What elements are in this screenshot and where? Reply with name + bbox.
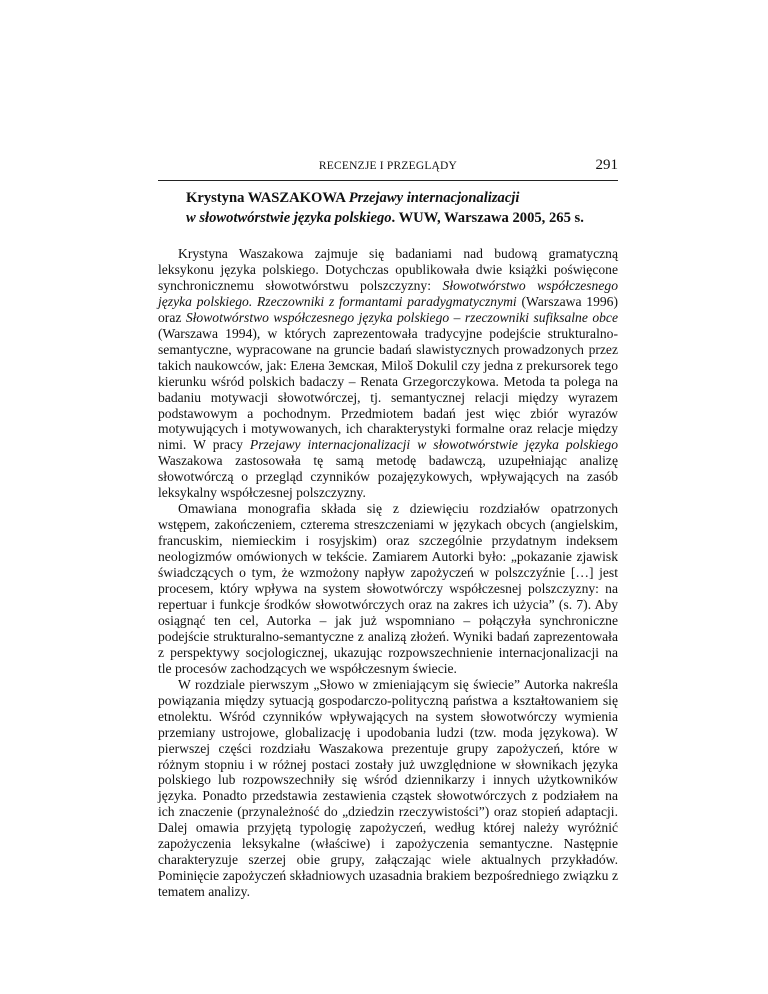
running-header bbox=[158, 158, 618, 181]
italic-title-segment: Przejawy internacjonalizacji w słowotwórstwie języka polskiego bbox=[249, 437, 619, 453]
text-segment: (Warszawa 1994), w których zaprezentowała tradycyjne podejście strukturalno-semantyczne, wypracowane na gruncie badań slawistycznych prowadzonych przez takich naukowców, jak: Елена Земская, Miloš Dokulil czy jedna z prekursorek tego kierunku wśród polskich badaczy – Renata Grzegorczykowa. Metoda ta polega na badaniu motywacji słowotwórczej, tj. semantycznej relacji między wyrazem podstawowym a pochodnym. Przedmiotem badań jest więc zbiór wyrazów motywujących i motywowanych, ich charakterystyki formalne oraz relacje między nimi. W pracy bbox=[158, 325, 618, 453]
body-paragraph bbox=[158, 246, 618, 501]
text-segment: W rozdziale pierwszym „Słowo w zmieniającym się świecie” Autorka nakreśla powiązania między sytuacją gospodarczo-polityczną państwa a kształtowaniem się etnolektu. Wśród czynników wpływających na system słowotwórczy wymienia przemiany ustrojowe, globalizację i upodobania ludzi (tzw. moda językowa). W pierwszej części rozdziału Waszakowa prezentuje grupy zapożyczeń, które w różnym stopniu i w różnej postaci zostały już uwzględnione w słownikach języka polskiego lub rozpowszechniły się wśród dziennikarzy i innych użytkowników języka. Ponadto przedstawia zestawienia cząstek słowotwórczych z podziałem na ich znaczenie (przynależność do „dziedzin rzeczywistości”) oraz stopień adaptacji. Dalej omawia przyjętą typologię zapożyczeń, według której należy wyróżnić zapożyczenia leksykalne (właściwe) i zapożyczenia semantyczne. Następnie charakteryzuje szerzej obie grupy, załączając wiele aktualnych przykładów. Pominięcie zapożyczeń składniowych uzasadnia brakiem bezpośredniego związku z tematem analizy. bbox=[158, 676, 618, 900]
text-segment: Omawiana monografia składa się z dziewięciu rozdziałów opatrzonych wstępem, zakończeniem, czterema streszczeniami w językach obcych (angielskim, francuskim, niemieckim i rosyjskim) oraz szczególnie przydatnym indeksem neologizmów omówionych w tekście. Zamiarem Autorki było: „pokazanie zjawisk świadczących o tym, że wzmożony napływ zapożyczeń w polszczyźnie […] jest procesem, który wpływa na system słowotwórczy współczesnej polszczyzny: na repertuar i funkcje środków słowotwórczych oraz na zakres ich użycia” (s. 7). Aby osiągnąć ten cel, Autorka – jak już wspomniano – połączyła synchroniczne podejście strukturalno-semantyczne z analizą złożeń. Wyniki badań zaprezentowała z perspektywy socjologicznej, ukazując rozpowszechnienie internacjonalizacji na tle procesów zachodzących we współczesnym świecie. bbox=[158, 501, 618, 676]
body-paragraph bbox=[158, 501, 618, 676]
book-title-line1: Przejawy internacjonalizacji bbox=[348, 190, 520, 206]
body-paragraph bbox=[158, 677, 618, 900]
review-heading bbox=[186, 188, 606, 228]
text-segment: Krystyna Waszakowa zajmuje się badaniami nad budową gramatyczną leksykonu języka polskiego. Dotychczas opublikowała dwie książki poświęcone synchronicznemu słowotwórstwu polszczyzny: bbox=[158, 246, 618, 293]
publication-info: . WUW, Warszawa 2005, 265 s. bbox=[391, 210, 584, 226]
page-number: 291 bbox=[595, 157, 618, 173]
text-segment: (Warszawa 1996) oraz bbox=[158, 293, 618, 325]
running-title: RECENZJE I PRZEGLĄDY bbox=[318, 160, 458, 172]
italic-title-segment: Słowotwórstwo współczesnego języka polskiego. Rzeczowniki z formantami paradygmatycznymi bbox=[158, 277, 618, 309]
book-title-line2: w słowotwórstwie języka polskiego bbox=[186, 210, 392, 226]
review-body bbox=[158, 246, 618, 900]
text-segment: Waszakowa zastosowała tę samą metodę badawczą, uzupełniając analizę słowotwórczą o przegląd czynników pozajęzykowych, wpływających na zasób leksykalny współczesnej polszczyzny. bbox=[158, 453, 618, 501]
review-author: Krystyna WASZAKOWA bbox=[186, 190, 346, 206]
italic-title-segment: Słowotwórstwo współczesnego języka polskiego – rzeczowniki sufiksalne obce bbox=[185, 309, 619, 325]
